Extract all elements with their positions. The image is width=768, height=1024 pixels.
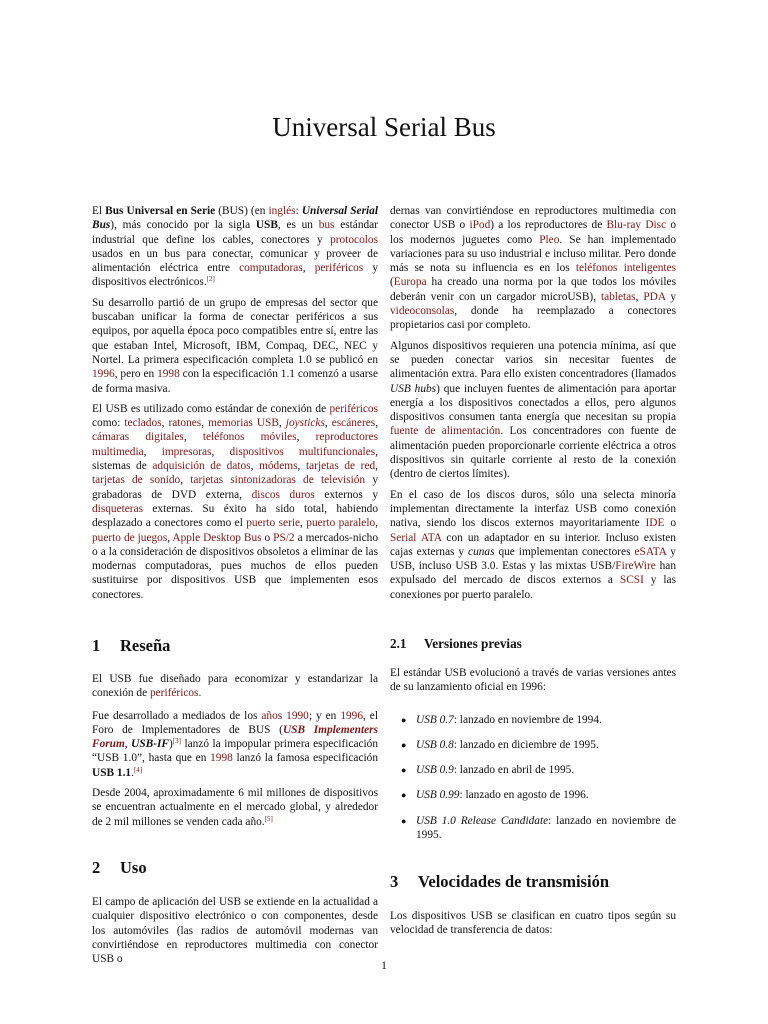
link-1998[interactable]: 1998 [157,368,180,381]
section-3-paragraph: Los dispositivos USB se clasifican en cuatro tipos según su velocidad de transferencia de datos: [390,910,676,937]
link-ide[interactable]: IDE [645,517,665,530]
link-camaras[interactable]: cámaras digitales [92,431,184,444]
reference-3[interactable]: [3] [172,737,181,746]
link-impresoras[interactable]: impresoras [161,445,212,458]
link-ingles[interactable]: inglés [268,205,296,217]
link-serial-ata[interactable]: Serial ATA [390,531,442,544]
link-perifericos-2[interactable]: periféricos [329,402,378,415]
section-3-body [390,909,676,944]
link-tabletas[interactable]: tabletas [600,290,636,303]
link-blu-ray[interactable]: Blu-ray Disc [606,219,667,232]
intro-paragraph-2: Su desarrollo partió de un grupo de empresas del sector que buscaban unificar la forma de conectar periféricos a sus equipos, por aquella época poco compatibles entre sí, entre las que estaban Intel, Microsoft, IBM, Compaq, DEC, NEC y Nortel. La primera especificación completa 1.0 se publicó en 1996, pero en 1998 con la especificación 1.1 comenzó a usarse de forma masiva. [92,296,378,395]
section-2-1-heading: 2.1 Versiones previas [390,636,522,651]
list-item: ● USB 1.0 Release Candidate: lanzado en noviembre de 1995. [401,814,676,842]
link-computadoras[interactable]: computadoras [239,262,303,275]
section-2-paragraph-2: Algunos dispositivos requieren una potencia mínima, así que se pueden conectar varios sin necesitar fuentes de alimentación extra. Para ello existen concentradores (llamados USB hubs) que incluyen fuentes de alimentación para aportar energía a los dispositivos conectados a ellos, pero algunos dispositivos consumen tanta energía que necesitan su propia fuente de alimentación. Los concentradores con fuente de alimentación pueden proporcionarle corriente eléctrica a otros dispositivos sin quitarle corriente al resto de la conexión (dentro de ciertos límites). [390,339,677,481]
section-2-1-paragraph: El estándar USB evolucionó a través de varias versiones antes de su lanzamiento oficial en 1996: [390,667,676,694]
link-telefonos-inteligentes[interactable]: teléfonos inteligentes [575,262,676,275]
link-fuente-alimentacion[interactable]: fuente de alimentación [390,425,501,438]
link-adquisicion[interactable]: adquisición de datos [152,460,251,473]
link-videoconsolas[interactable]: videoconsolas [390,305,455,318]
section-2-body-left [92,895,378,966]
link-perifericos-3[interactable]: periféricos [149,687,199,700]
link-1998-2[interactable]: 1998 [210,752,233,765]
list-item: ● USB 0.8: lanzado en diciembre de 1995. [401,738,599,751]
link-pda[interactable]: PDA [643,290,666,303]
link-usb-implementers-forum[interactable]: USB Implementers Forum [92,723,379,751]
reference-5[interactable]: [5] [264,814,273,823]
link-escaneres[interactable]: escáneres [331,417,376,430]
link-teclados[interactable]: teclados [124,417,162,430]
section-2-continued [390,204,676,608]
link-apple-desktop-bus[interactable]: Apple Desktop Bus [172,531,262,544]
link-tarjetas-sonido[interactable]: tarjetas de sonido [92,474,181,487]
link-sintonizadoras[interactable]: tarjetas sintonizadoras de televisión [190,474,366,487]
section-1-paragraph-2: Fue desarrollado a mediados de los años 1990; y en 1996, el Foro de Implementadores de BUS (USB Implementers Forum, USB-IF)[3] lanzó la impopular primera especificación “USB 1.0”, hasta que en 1998 lanzó la famosa especificación USB 1.1.[4] [92,709,379,779]
link-disqueteras[interactable]: disqueteras [92,502,144,515]
versions-list [390,713,676,843]
link-modems[interactable]: módems [259,460,298,473]
link-europa[interactable]: Europa [393,276,427,289]
section-2-paragraph-1-cont: dernas van convirtiéndose en reproductores multimedia con conector USB o iPod) a los reproductores de Blu-ray Disc o los modernos juguetes como Pleo. Se han implementado variaciones para su uso industrial e incluso militar. Pero donde más se nota su influencia es en los teléfonos inteligentes (Europa ha creado una norma por la que todos los móviles deberán venir con un cargador microUSB), tabletas, PDA y videoconsolas, donde ha reemplazado a conectores propietarios casi por completo. [390,205,677,332]
link-1996-2[interactable]: 1996 [340,709,363,722]
left-column [92,204,378,608]
section-2-1-body [390,666,676,853]
link-ipod[interactable]: iPod [469,219,491,232]
link-puerto-serie[interactable]: puerto serie [246,517,301,530]
page-title: Universal Serial Bus [272,112,496,142]
link-discos-duros[interactable]: discos duros [251,488,315,501]
section-2-heading: 2 Uso [92,858,147,877]
link-joysticks[interactable]: joysticks [285,417,325,430]
link-pleo[interactable]: Pleo [539,233,560,246]
link-puerto-juegos[interactable]: puerto de juegos [92,531,168,544]
section-1-paragraph-1: El USB fue diseñado para economizar y estandarizar la conexión de periféricos. [92,673,378,700]
link-memorias-usb[interactable]: memorias USB [208,417,279,430]
link-bus[interactable]: bus [318,219,335,232]
section-2-paragraph-3: En el caso de los discos duros, sólo una selecta minoría implementan directamente la interfaz USB como conexión nativa, siendo los discos externos mayoritariamente IDE o Serial ATA con un adaptador en su interior. Incluso existen cajas externas y cunas que implementan conectores eSATA y USB, incluso USB 3.0. Estas y las mixtas USB/FireWire han expulsado del mercado de discos externos a SCSI y las conexiones por puerto paralelo. [390,488,676,601]
link-tarjetas-red[interactable]: tarjetas de red [305,460,376,473]
link-1996[interactable]: 1996 [92,368,115,381]
section-1-paragraph-3: Desde 2004, aproximadamente 6 mil millones de dispositivos se encuentran actualmente en el mercado global, y alrededor de 2 mil millones se venden cada año.[5] [92,787,378,828]
link-firewire[interactable]: FireWire [615,560,656,573]
page-number: 1 [381,960,387,972]
link-multifuncionales[interactable]: dispositivos multifuncionales [229,445,376,458]
link-scsi[interactable]: SCSI [619,574,644,587]
section-1-body [92,672,378,835]
link-ps2[interactable]: PS/2 [273,531,295,544]
section-1-heading: 1 Reseña [92,636,171,655]
list-item: ● USB 0.99: lanzado en agosto de 1996. [401,789,589,802]
link-moviles[interactable]: teléfonos móviles [202,431,297,444]
reference-4[interactable]: [4] [133,765,143,774]
reference-2[interactable]: [2] [206,275,215,284]
link-anos-1990[interactable]: años 1990 [261,709,309,722]
link-puerto-paralelo[interactable]: puerto paralelo [306,517,376,530]
intro-paragraph-1: El Bus Universal en Serie (BUS) (en inglés: Universal Serial Bus), más conocido por la sigla USB, es un bus estándar industrial que define los cables, conectores y protocolos usados en un bus para conectar, comunicar y proveer de alimentación eléctrica entre computadoras, periféricos y dispositivos electrónicos.[2] [92,205,379,289]
section-3-heading: 3 Velocidades de transmisión [390,872,609,891]
link-reproductores[interactable]: reproductores multimedia [92,431,378,458]
link-esata[interactable]: eSATA [634,545,667,558]
link-ratones[interactable]: ratones [168,417,202,430]
intro-paragraph-3: El USB es utilizado como estándar de conexión de periféricos como: teclados, ratones, memorias USB, joysticks, escáneres, cámaras digitales, teléfonos móviles, reproductores multimedia, impresoras, dispositivos multifuncionales, sistemas de adquisición de datos, módems, tarjetas de red, tarjetas de sonido, tarjetas sintonizadoras de televisión y grabadoras de DVD externa, discos duros externos y disqueteras externas. Su éxito ha sido total, habiendo desplazado a conectores como el puerto serie, puerto paralelo, puerto de juegos, Apple Desktop Bus o PS/2 a mercados-nicho o a la consideración de dispositivos obsoletos a eliminar de las modernas computadoras, pues muchos de ellos pueden sustituirse por dispositivos USB que implementen esos conectores. [92,402,379,601]
list-item: ● USB 0.9: lanzado en abril de 1995. [401,764,575,777]
section-2-paragraph-1-start: El campo de aplicación del USB se extiende en la actualidad a cualquier dispositivo electrónico o con componentes, desde los automóviles (las radios de automóvil modernas van convirtiéndose en reproductores multimedia con conector USB o [92,896,378,966]
list-item: ● USB 0.7: lanzado en noviembre de 1994. [401,713,602,726]
link-protocolos[interactable]: protocolos [330,233,378,246]
link-perifericos[interactable]: periféricos [314,262,364,275]
